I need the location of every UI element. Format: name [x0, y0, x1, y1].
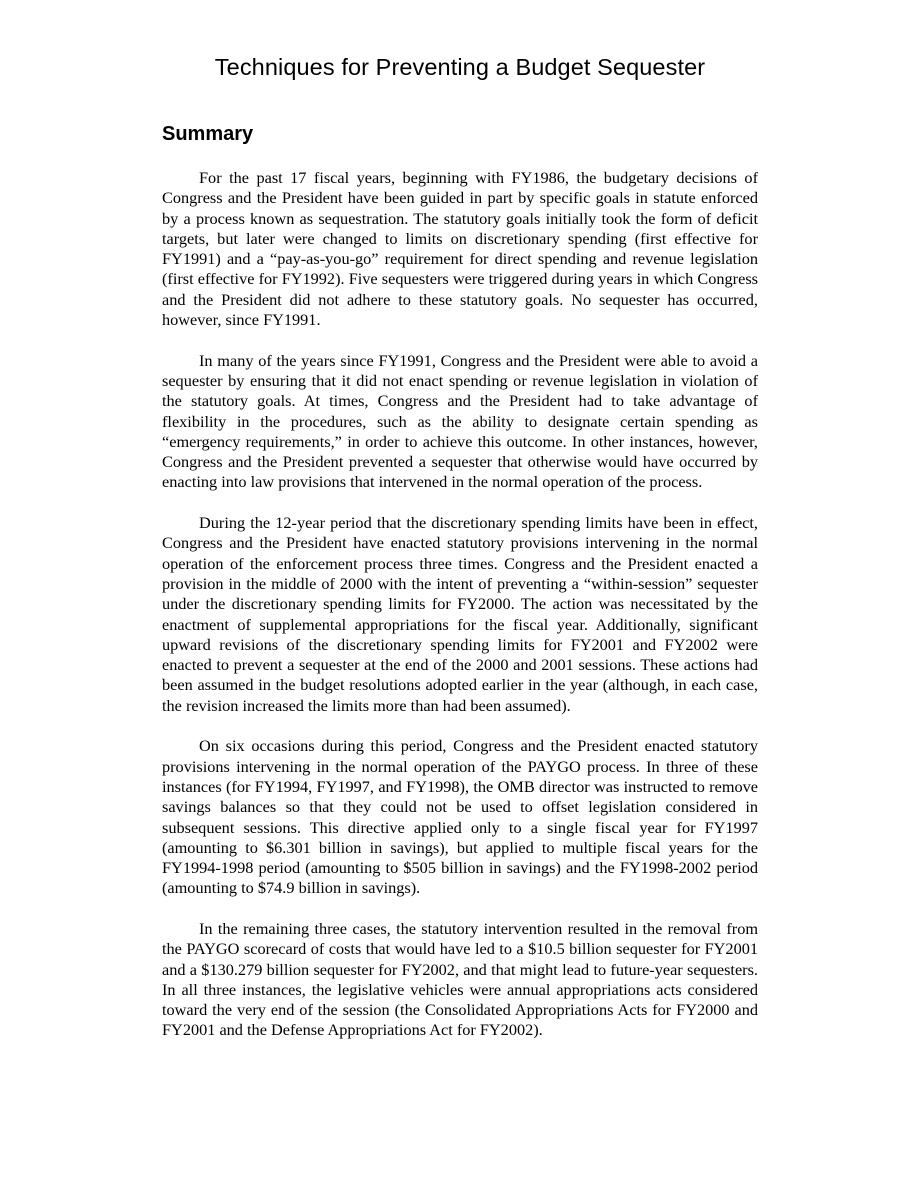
document-title: Techniques for Preventing a Budget Sequester [214, 54, 706, 80]
summary-paragraph-4: On six occasions during this period, Congress and the President enacted statutory provisions intervening in the normal operation of the PAYGO process. In three of these instances (for FY1994, FY1997, and FY1998), the OMB director was instructed to remove savings balances so that they could not be used to offset legislation considered in subsequent sessions. This directive applied only to a single fiscal year for FY1997 (amounting to $6.301 billion in savings), but applied to multiple fiscal years for the FY1994-1998 period (amounting to $505 billion in savings) and the FY1998-2002 period (amounting to $74.9 billion in savings). [162, 736, 758, 898]
section-heading-summary: Summary [162, 123, 254, 145]
summary-paragraph-2: In many of the years since FY1991, Congress and the President were able to avoid a sequester by ensuring that it did not enact spending or revenue legislation in violation of the statutory goals. At times, Congress and the President had to take advantage of flexibility in the procedures, such as the ability to designate certain spending as “emergency requirements,” in order to achieve this outcome. In other instances, however, Congress and the President prevented a sequester that otherwise would have occurred by enacting into law provisions that intervened in the normal operation of the process. [162, 350, 758, 492]
summary-paragraph-3: During the 12-year period that the discretionary spending limits have been in effect, Congress and the President have enacted statutory provisions intervening in the normal operation of the enforcement process three times. Congress and the President enacted a provision in the middle of 2000 with the intent of preventing a “within-session” sequester under the discretionary spending limits for FY2000. The action was necessitated by the enactment of supplemental appropriations for the fiscal year. Additionally, significant upward revisions of the discretionary spending limits for FY2001 and FY2002 were enacted to prevent a sequester at the end of the 2000 and 2001 sessions. These actions had been assumed in the budget resolutions adopted earlier in the year (although, in each case, the revision increased the limits more than had been assumed). [162, 513, 758, 715]
summary-paragraph-5: In the remaining three cases, the statutory intervention resulted in the removal from the PAYGO scorecard of costs that would have led to a $10.5 billion sequester for FY2001 and a $130.279 billion sequester for FY2002, and that might lead to future-year sequesters. In all three instances, the legislative vehicles were annual appropriations acts considered toward the very end of the session (the Consolidated Appropriations Acts for FY2000 and FY2001 and the Defense Appropriations Act for FY2002). [162, 918, 758, 1040]
summary-paragraph-1: For the past 17 fiscal years, beginning with FY1986, the budgetary decisions of Congress and the President have been guided in part by specific goals in statute enforced by a process known as sequestration. The statutory goals initially took the form of deficit targets, but later were changed to limits on discretionary spending (first effective for FY1991) and a “pay-as-you-go” requirement for direct spending and revenue legislation (first effective for FY1992). Five sequesters were triggered during years in which Congress and the President did not adhere to these statutory goals. No sequester has occurred, however, since FY1991. [162, 168, 758, 330]
summary-body [162, 168, 758, 1061]
